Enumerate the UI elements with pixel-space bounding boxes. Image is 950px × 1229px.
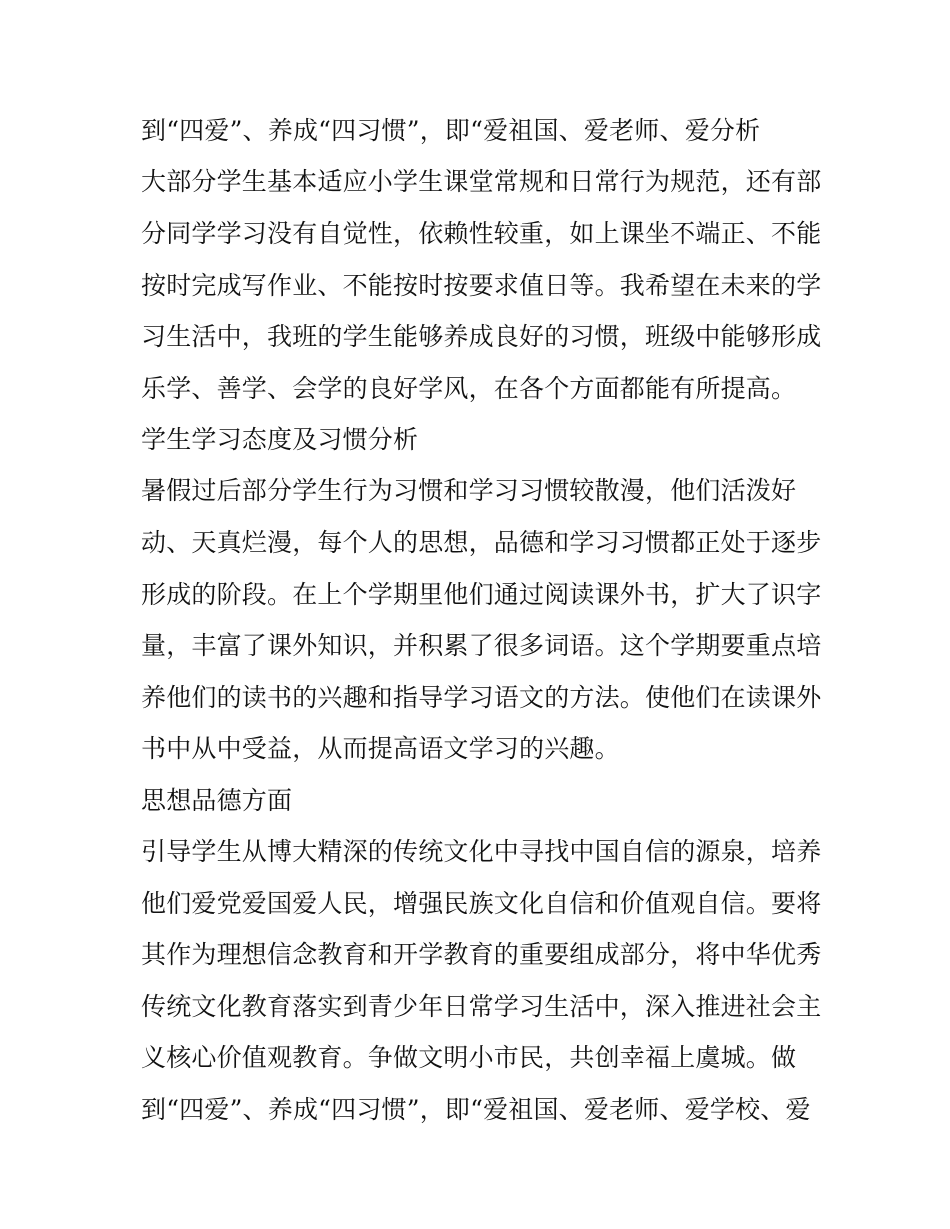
text-line-16: 他们爱党爱国爱人民，增强民族文化自信和价值观自信。要将	[141, 889, 822, 918]
section-heading-study-attitude: 学生学习态度及习惯分析	[141, 425, 419, 454]
text-line-12: 养他们的读书的兴趣和指导学习语文的方法。使他们在读课外	[141, 683, 822, 712]
text-line-4: 按时完成写作业、不能按时按要求值日等。我希望在未来的学	[141, 271, 822, 300]
text-line-9: 动、天真烂漫，每个人的思想，品德和学习习惯都正处于逐步	[141, 528, 822, 557]
section-heading-moral: 思想品德方面	[141, 786, 293, 815]
text-line-19: 义核心价值观教育。争做文明小市民，共创幸福上虞城。做	[141, 1043, 797, 1072]
text-line-18: 传统文化教育落实到青少年日常学习生活中，深入推进社会主	[141, 992, 822, 1021]
text-line-10: 形成的阶段。在上个学期里他们通过阅读课外书，扩大了识字	[141, 580, 822, 609]
text-line-5: 习生活中，我班的学生能够养成良好的习惯，班级中能够形成	[141, 322, 822, 351]
text-line-2: 大部分学生基本适应小学生课堂常规和日常行为规范，还有部	[141, 167, 822, 196]
text-line-11: 量，丰富了课外知识，并积累了很多词语。这个学期要重点培	[141, 631, 822, 660]
text-line-17: 其作为理想信念教育和开学教育的重要组成部分，将中华优秀	[141, 940, 822, 969]
text-line-13: 书中从中受益，从而提高语文学习的兴趣。	[141, 734, 620, 763]
text-line-6: 乐学、善学、会学的良好学风，在各个方面都能有所提高。	[141, 374, 797, 403]
text-line-8: 暑假过后部分学生行为习惯和学习习惯较散漫，他们活泼好	[141, 476, 797, 505]
text-line-20: 到“四爱”、养成“四习惯”，即“爱祖国、爱老师、爱学校、爱	[141, 1095, 811, 1124]
text-line-1: 到“四爱”、养成“四习惯”，即“爱祖国、爱老师、爱分析	[141, 116, 761, 145]
text-line-3: 分同学学习没有自觉性，依赖性较重，如上课坐不端正、不能	[141, 219, 822, 248]
text-line-15: 引导学生从博大精深的传统文化中寻找中国自信的源泉，培养	[141, 837, 822, 866]
